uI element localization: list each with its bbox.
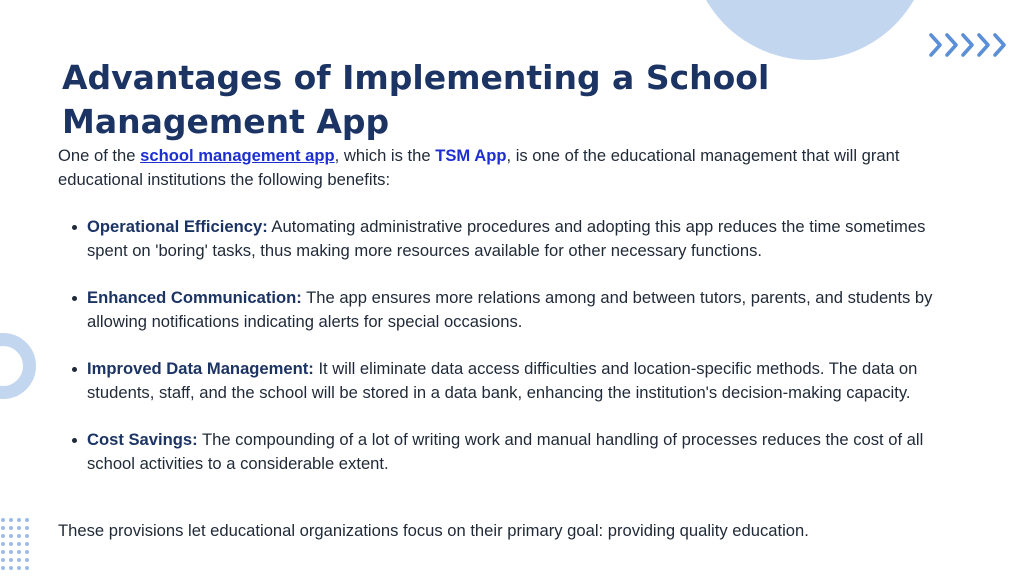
- benefit-term: Cost Savings:: [87, 430, 198, 449]
- benefit-item-improved-data-management: [87, 357, 948, 404]
- benefit-text: Automating administrative procedures and adopting this app reduces the time sometimes spent on 'boring' tasks, thus making more resources available for other necessary functions.: [87, 217, 926, 260]
- decorative-circle-top: [690, 0, 930, 60]
- page-title: Advantages of Implementing a School Management App: [62, 58, 770, 141]
- closing-paragraph: These provisions let educational organizations focus on their primary goal: providing quality education.: [58, 521, 809, 540]
- benefit-item-cost-savings: [87, 428, 948, 475]
- intro-text-start: One of the: [58, 146, 141, 165]
- intro-text-middle: , which is the: [334, 146, 436, 165]
- intro-paragraph: [58, 144, 948, 191]
- benefit-term: Improved Data Management:: [87, 359, 314, 378]
- benefit-item-operational-efficiency: [87, 215, 948, 262]
- benefit-item-enhanced-communication: [87, 286, 948, 333]
- school-management-app-link[interactable]: school management app: [140, 146, 335, 165]
- main-content: [58, 144, 948, 499]
- chevrons-right-icon: [928, 31, 1014, 59]
- benefit-text: The app ensures more relations among and between tutors, parents, and students by allowing notifications indicating alerts for special occasions.: [87, 288, 933, 331]
- benefits-list: [58, 215, 948, 475]
- benefit-text: The compounding of a lot of writing work and manual handling of processes reduces the cost of all school activities to a considerable extent.: [87, 430, 924, 473]
- benefit-text: It will eliminate data access difficulties and location-specific methods. The data on students, staff, and the school will be stored in a data bank, enhancing the institution's decision-making capacity.: [87, 359, 918, 402]
- intro-text-end: , is one of the educational management that will grant educational institutions the following benefits:: [58, 146, 900, 189]
- benefit-term: Operational Efficiency:: [87, 217, 268, 236]
- tsm-app-highlight: TSM App: [435, 146, 507, 165]
- dot-grid-icon: [0, 516, 32, 576]
- benefit-term: Enhanced Communication:: [87, 288, 302, 307]
- decorative-ring: [0, 333, 36, 399]
